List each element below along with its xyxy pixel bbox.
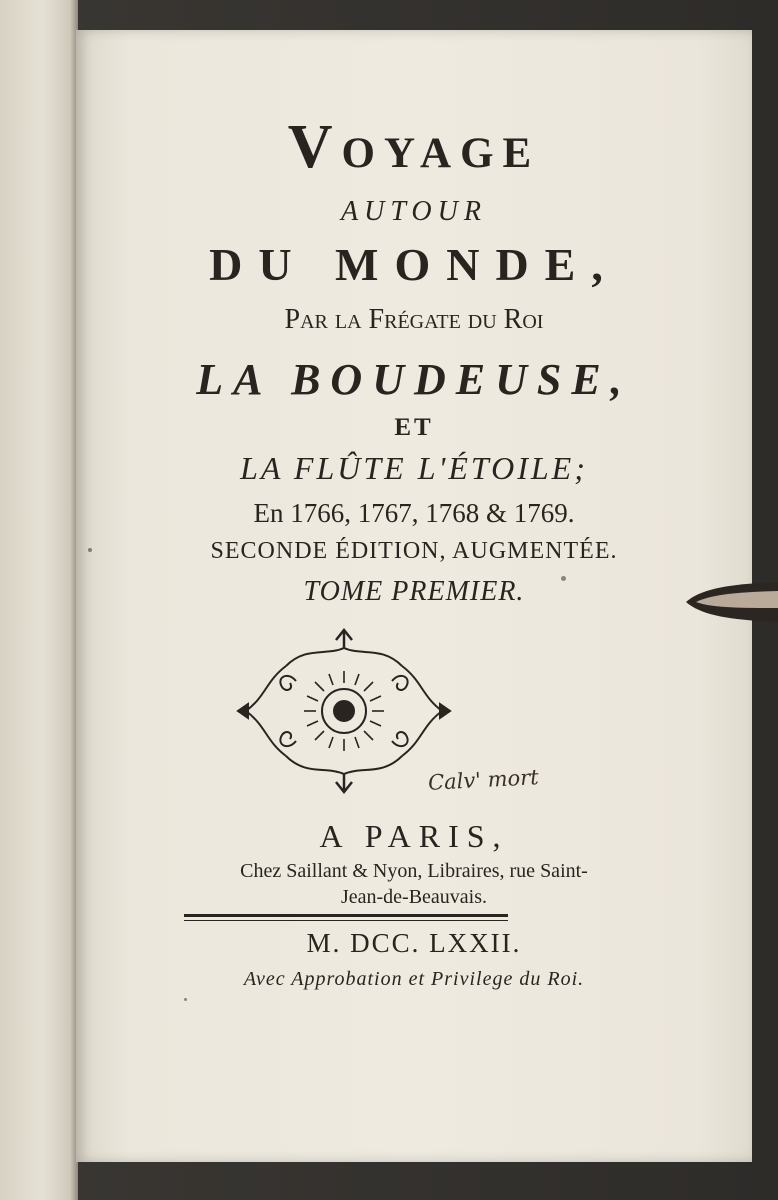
handwritten-annotation: Calv' mort — [427, 765, 540, 795]
subtitle-du-monde: DU MONDE, — [209, 239, 619, 290]
foxing-spot — [561, 576, 566, 581]
second-ship-name: LA FLÛTE L'ÉTOILE; — [240, 450, 588, 486]
left-page-edge — [0, 0, 78, 1200]
volume-statement: TOME PREMIER. — [303, 576, 525, 607]
book-title: Voyage — [287, 113, 541, 181]
voyage-years: En 1766, 1767, 1768 & 1769. — [253, 498, 575, 528]
bookmark-clip — [682, 578, 778, 626]
ship-line: Par la Frégate du Roi — [284, 304, 544, 335]
imprint-city: A PARIS, — [319, 818, 509, 854]
imprint-publisher-address: Jean-de-Beauvais. — [340, 886, 488, 908]
ship-name: LA BOUDEUSE, — [196, 355, 632, 404]
double-rule-bottom — [184, 920, 508, 921]
foxing-spot — [184, 998, 187, 1001]
double-rule-top — [184, 914, 508, 917]
conjunction: ET — [394, 414, 434, 441]
imprint-year: M. DCC. LXXII. — [306, 928, 522, 958]
subtitle-autour: AUTOUR — [341, 196, 487, 227]
imprint-publisher: Chez Saillant & Nyon, Libraires, rue Saint- — [240, 860, 588, 882]
foxing-spot — [88, 548, 92, 552]
imprint-privilege: Avec Approbation et Privilege du Roi. — [243, 968, 585, 990]
title-page — [76, 30, 752, 1162]
edition-statement: SECONDE ÉDITION, AUGMENTÉE. — [210, 538, 618, 564]
